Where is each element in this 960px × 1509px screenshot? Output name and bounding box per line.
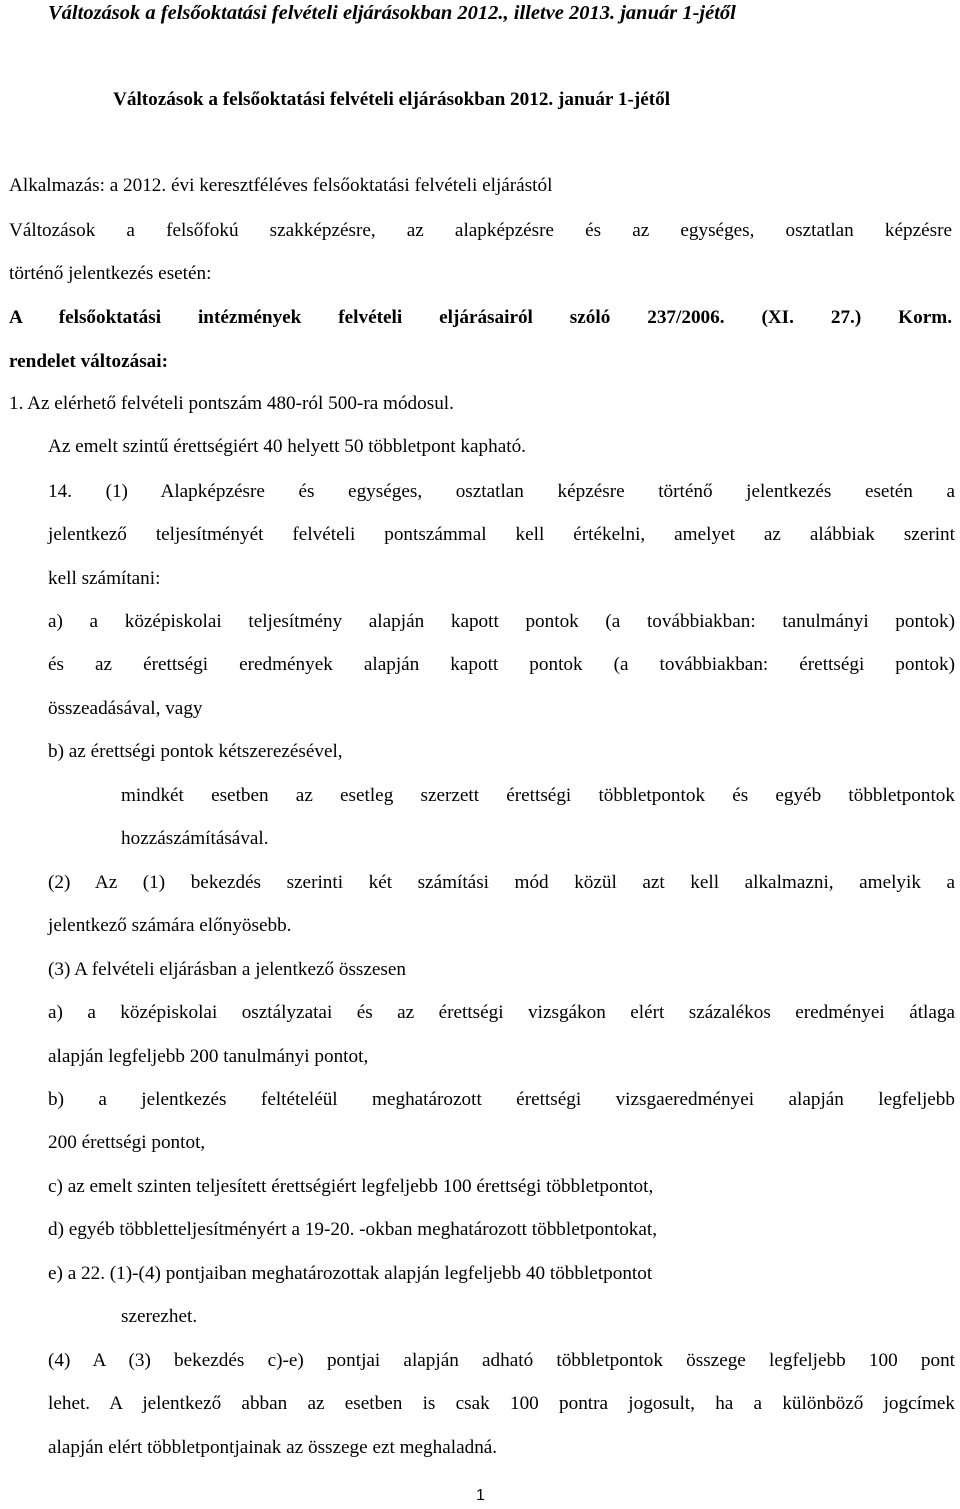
page-header: Változások a felsőoktatási felvételi eljárásokban 2012., illetve 2013. január 1-jétől — [48, 2, 736, 24]
section-14-both-cases: hozzászámításával. — [121, 828, 269, 849]
section-14-both-cases: mindkét esetben az esetleg szerzett érettségi többletpontok és egyéb többletpontok — [121, 785, 955, 806]
section-14-3-item-c: c) az emelt szinten teljesített érettségiért legfeljebb 100 érettségi többletpontot, — [48, 1176, 654, 1197]
section-14-3-item-a: alapján legfeljebb 200 tanulmányi pontot, — [48, 1046, 369, 1067]
point-1-text: Az emelt szintű érettségiért 40 helyett 50 többletpont kapható. — [48, 436, 526, 457]
section-14-3-item-d: d) egyéb többletteljesítményért a 19-20. -okban meghatározott többletpontokat, — [48, 1219, 658, 1240]
section-14-3-item-b: 200 érettségi pontot, — [48, 1132, 206, 1153]
section-14-paragraph: kell számítani: — [48, 568, 161, 589]
changes-intro-line: Változások a felsőfokú szakképzésre, az alapképzésre és az egységes, osztatlan képzésre — [9, 220, 952, 241]
section-14-item-b: b) az érettségi pontok kétszerezésével, — [48, 741, 343, 762]
applicability-text: Alkalmazás: a 2012. évi keresztféléves felsőoktatási felvételi eljárástól — [9, 175, 553, 196]
page-number: 1 — [476, 1487, 485, 1504]
section-14-item-a: a) a középiskolai teljesítmény alapján kapott pontok (a továbbiakban: tanulmányi pontok) — [48, 611, 955, 632]
section-14-3-item-e: szerezhet. — [121, 1306, 198, 1327]
section-14-item-a: összeadásával, vagy — [48, 698, 203, 719]
section-14-3-item-a: a) a középiskolai osztályzatai és az érettségi vizsgákon elért százalékos eredményei átlaga — [48, 1002, 955, 1023]
section-14-paragraph-3: (3) A felvételi eljárásban a jelentkező összesen — [48, 959, 407, 980]
section-14-3-item-b: b) a jelentkezés feltételéül meghatározott érettségi vizsgaeredményei alapján legfeljebb — [48, 1089, 955, 1110]
decree-heading: rendelet változásai: — [9, 351, 168, 372]
section-14-paragraph-4: alapján elért többletpontjainak az összege ezt meghaladná. — [48, 1437, 498, 1458]
section-14-paragraph-2: jelentkező számára előnyösebb. — [48, 915, 292, 936]
section-14-paragraph-4: (4) A (3) bekezdés c)-e) pontjai alapján adható többletpontok összege legfeljebb 100 pont — [48, 1350, 955, 1371]
changes-intro-line: történő jelentkezés esetén: — [9, 263, 212, 284]
section-14-paragraph-2: (2) Az (1) bekezdés szerinti két számítási mód közül azt kell alkalmazni, amelyik a — [48, 872, 955, 893]
point-1-text: 1. Az elérhető felvételi pontszám 480-ról 500-ra módosul. — [9, 393, 454, 414]
section-14-paragraph-4: lehet. A jelentkező abban az esetben is csak 100 pontra jogosult, ha a különböző jogcímek — [48, 1393, 955, 1414]
decree-heading: A felsőoktatási intézmények felvételi eljárásairól szóló 237/2006. (XI. 27.) Korm. — [9, 307, 952, 328]
section-14-3-item-e: e) a 22. (1)-(4) pontjaiban meghatározottak alapján legfeljebb 40 többletpontot — [48, 1263, 653, 1284]
section-14-paragraph: jelentkező teljesítményét felvételi pontszámmal kell értékelni, amelyet az alábbiak szerint — [48, 524, 955, 545]
document-title: Változások a felsőoktatási felvételi eljárásokban 2012. január 1-jétől — [113, 89, 671, 110]
section-14-item-a: és az érettségi eredmények alapján kapott pontok (a továbbiakban: érettségi pontok) — [48, 654, 955, 675]
section-14-paragraph: 14. (1) Alapképzésre és egységes, osztatlan képzésre történő jelentkezés esetén a — [48, 481, 955, 502]
